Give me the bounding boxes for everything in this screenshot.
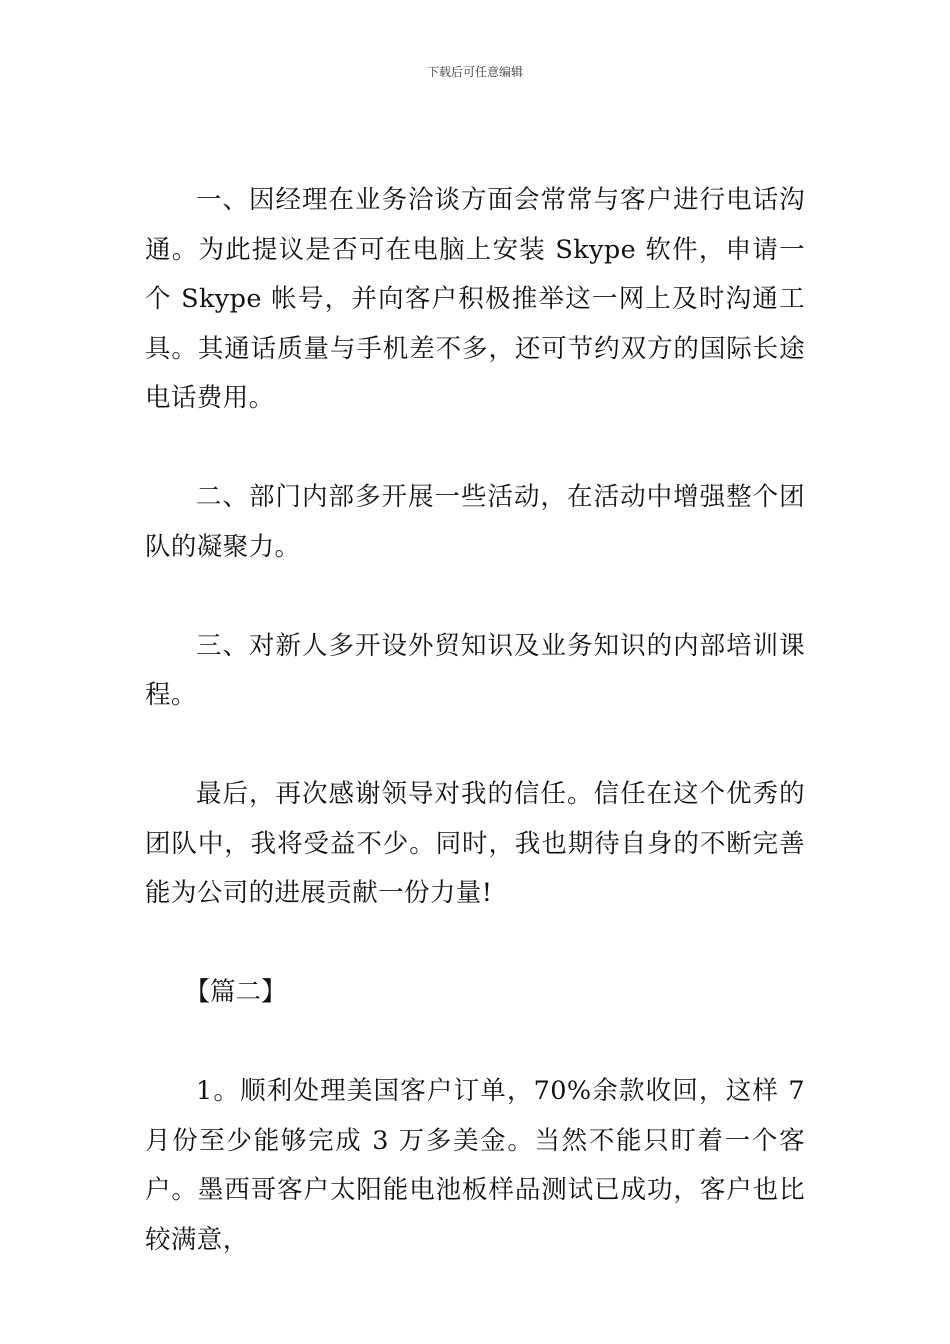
- page-header: 下载后可任意编辑: [426, 65, 523, 79]
- section-heading: 【篇二】: [184, 977, 287, 1007]
- paragraph-section-item-1: 1。顺利处理美国客户订单，70%余款收回，这样 7 月份至少能够完成 3 万多美金。当然不能只盯着一个客户。墨西哥客户太阳能电池板样品测试已成功，客户也比较满意，: [145, 1076, 805, 1255]
- paragraph-suggestion-3: 三、对新人多开设外贸知识及业务知识的内部培训课程。: [145, 630, 805, 710]
- document-body: [145, 176, 805, 1265]
- paragraph-suggestion-1: 一、因经理在业务洽谈方面会常常与客户进行电话沟通。为此提议是否可在电脑上安装 Skype 软件，申请一个 Skype 帐号，并向客户积极推举这一网上及时沟通工具。其通话质量与手机差不多，还可节约双方的国际长途电话费用。: [145, 185, 805, 413]
- paragraph-suggestion-2: 二、部门内部多开展一些活动，在活动中增强整个团队的凝聚力。: [145, 482, 805, 562]
- paragraph-closing: 最后，再次感谢领导对我的信任。信任在这个优秀的团队中，我将受益不少。同时，我也期待自身的不断完善能为公司的进展贡献一份力量!: [145, 779, 805, 908]
